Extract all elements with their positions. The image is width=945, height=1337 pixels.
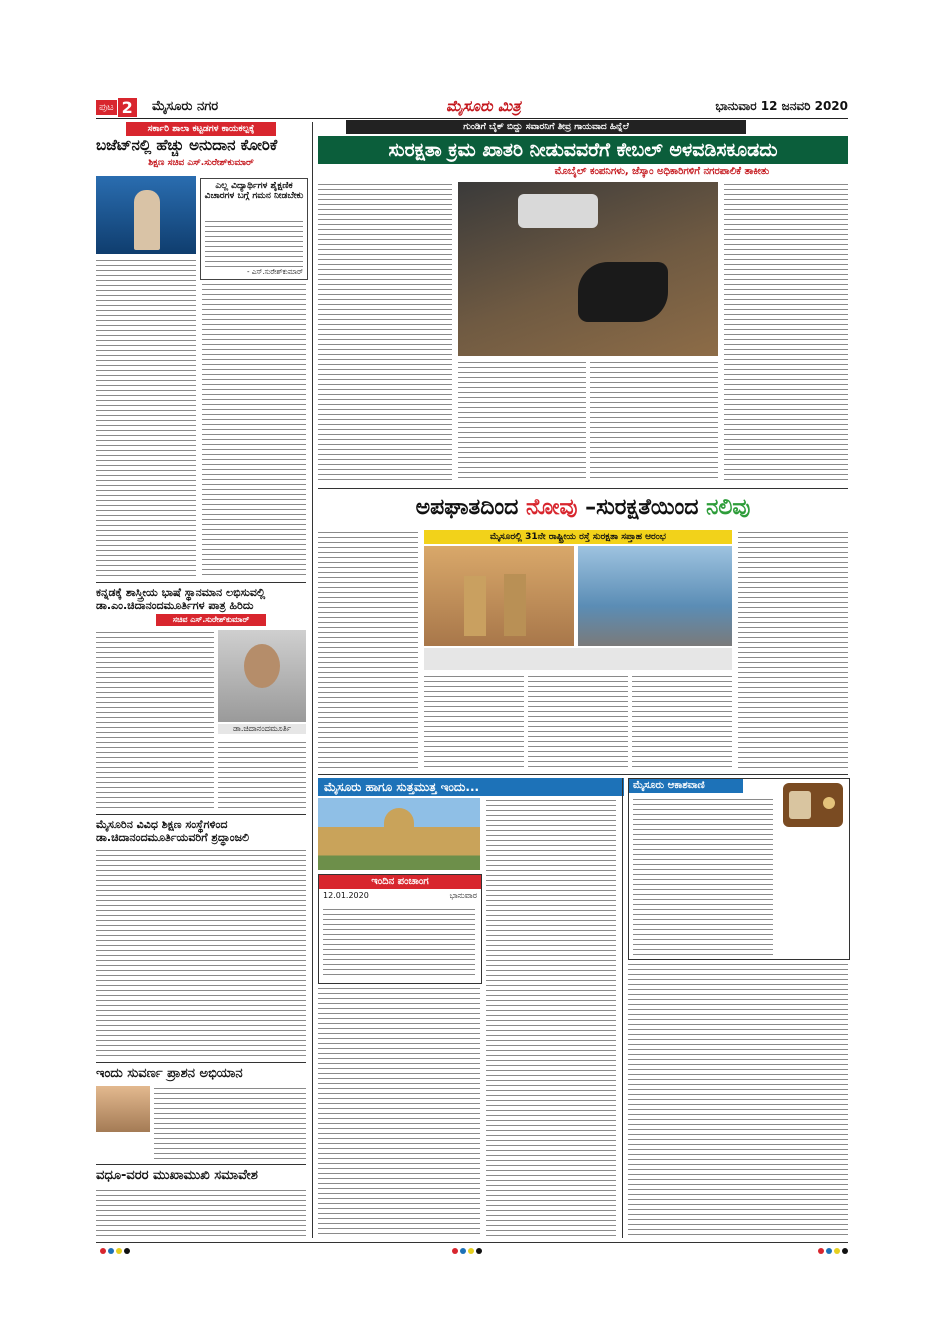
registration-mark (826, 1248, 832, 1254)
registration-mark (818, 1248, 824, 1254)
photo-caption: ಡಾ.ಚಿದಾನಂದಮೂರ್ತಿ (218, 724, 306, 734)
story2-col1 (318, 530, 418, 770)
story2-col3 (528, 674, 628, 770)
left-article-4-body (154, 1086, 306, 1160)
registration-mark (476, 1248, 482, 1254)
left-byline-1: ಶಿಕ್ಷಣ ಸಚಿವ ಎಸ್.ಸುರೇಶ್‌ಕುಮಾರ್ (148, 158, 254, 168)
students-rally-photo (578, 546, 732, 646)
left-headline-3: ಮೈಸೂರಿನ ವಿವಿಧ ಶಿಕ್ಷಣ ಸಂಸ್ಥೆಗಳಿಂದ ಡಾ.ಚಿದಾನಂದಮೂರ್ತಿಯವರಿಗೆ ಶ್ರದ್ಧಾಂಜಲಿ (96, 818, 250, 844)
left-article-5-body (96, 1188, 306, 1238)
road-safety-event-photo (424, 546, 574, 646)
left-article-2-body-b (218, 740, 306, 810)
story2-word2: ನೋವು (526, 495, 578, 520)
today-title: ಮೈಸೂರು ಹಾಗೂ ಸುತ್ತಮುತ್ತ ಇಂದು... (318, 778, 624, 796)
radio-title: ಮೈಸೂರು ಆಕಾಶವಾಣಿ (629, 779, 743, 793)
today-col1 (318, 986, 480, 1238)
registration-mark (100, 1248, 106, 1254)
main-kicker: ಗುಂಡಿಗೆ ಬೈಕ್ ಬಿದ್ದು ಸವಾರನಿಗೆ ತೀವ್ರ ಗಾಯವಾದ ಹಿನ್ನೆಲೆ (346, 120, 746, 134)
left-headline-4: ಇಂದು ಸುವರ್ಣ ಪ್ರಾಶನ ಅಭಿಯಾನ (96, 1066, 243, 1081)
police-figure (464, 576, 486, 636)
portrait-face (244, 644, 280, 688)
story2-headline (318, 492, 848, 524)
story2-photo-banner: ಮೈಸೂರಲ್ಲಿ 31ನೇ ರಾಷ್ಟ್ರೀಯ ರಸ್ತೆ ಸುರಕ್ಷತಾ ಸಪ್ತಾಹ ಆರಂಭ (424, 530, 732, 544)
palace-dome (384, 808, 414, 838)
panchanga-box (318, 874, 482, 984)
story2-word1: ಅಪಘಾತದಿಂದ (415, 495, 519, 520)
main-story-col3 (590, 360, 718, 482)
quote-box (200, 178, 308, 280)
radio-dial (823, 797, 835, 809)
quote-title: ಎಲ್ಲ ವಿದ್ಯಾರ್ಥಿಗಳ ಶೈಕ್ಷಣಿಕ ವಿಚಾರಗಳ ಬಗ್ಗೆ ಗಮನ ನೀಡಬೇಕು (204, 181, 304, 201)
pothole-bike-photo (458, 182, 718, 356)
radio-speaker (789, 791, 811, 819)
left-kicker: ಸರ್ಕಾರಿ ಶಾಲಾ ಕಟ್ಟಡಗಳ ಕಾಯಕಲ್ಪಕ್ಕೆ (126, 122, 276, 136)
left-article-1-col2 (202, 282, 306, 578)
main-subhead: ಮೊಬೈಲ್ ಕಂಪನಿಗಳು, ಜೆಸ್ಕಾಂ ಅಧಿಕಾರಿಗಳಿಗೆ ನಗರಪಾಲಿಕೆ ತಾಕೀತು (554, 166, 770, 177)
registration-mark (842, 1248, 848, 1254)
minister-speech-photo (96, 176, 196, 254)
story2-photo-caption (424, 648, 732, 670)
panchanga-body (323, 907, 475, 977)
left-headline-5: ವಧೂ-ವರರ ಮುಖಾಮುಖಿ ಸಮಾವೇಶ (96, 1168, 258, 1183)
left-article-1-col1 (96, 258, 196, 578)
mysore-palace-photo (318, 798, 480, 870)
story2-col5 (738, 530, 848, 770)
fallen-bike (578, 262, 668, 322)
person-figure (134, 190, 160, 250)
main-headline: ಸುರಕ್ಷತಾ ಕ್ರಮ ಖಾತರಿ ನೀಡುವವರೆಗೆ ಕೇಬಲ್ ಅಳವಡಿಸಕೂಡದು (318, 136, 848, 164)
left-article-3-body (96, 848, 306, 1058)
page-header (96, 96, 848, 119)
radio-box (628, 778, 850, 960)
panchanga-date: 12.01.2020 (323, 891, 369, 900)
left-headline-2: ಕನ್ನಡಕ್ಕೆ ಶಾಸ್ತ್ರೀಯ ಭಾಷೆ ಸ್ಥಾನಮಾನ ಲಭಿಸುವಲ್ಲಿ ಡಾ.ಎಂ.ಚಿದಾನಂದಮೂರ್ತಿಗಳ ಪಾತ್ರ ಹಿರಿದು (96, 586, 266, 612)
story2-col4 (632, 674, 732, 770)
police-figure-2 (504, 574, 526, 636)
story2-word3: –ಸುರಕ್ಷತೆಯಿಂದ (585, 495, 699, 520)
registration-mark (452, 1248, 458, 1254)
left-article-2-body (96, 630, 214, 810)
page-number-box (96, 98, 137, 116)
left-headline-1: ಬಜೆಟ್‌ನಲ್ಲಿ ಹೆಚ್ಚು ಅನುದಾನ ಕೋರಿಕೆ (96, 136, 278, 154)
right-col-body (628, 962, 848, 1238)
left-byline-2: ಸಚಿವ ಎಸ್.ಸುರೇಶ್‌ಕುಮಾರ್ (156, 614, 266, 626)
baby-drops-photo (96, 1086, 150, 1132)
registration-mark (460, 1248, 466, 1254)
page-label: ಪುಟ (96, 100, 117, 115)
radio-schedule (633, 797, 773, 955)
quote-author: - ಎಸ್.ಸುರೇಶ್‌ಕುಮಾರ್ (247, 268, 303, 276)
story2-col2 (424, 674, 524, 770)
page-number: 2 (118, 98, 137, 117)
panchanga-title: ಇಂದಿನ ಪಂಚಾಂಗ (319, 875, 481, 889)
newspaper-page (96, 96, 848, 1241)
panchanga-dateline (319, 889, 481, 903)
today-col2 (486, 798, 616, 1238)
radio-icon (783, 783, 843, 827)
registration-mark (108, 1248, 114, 1254)
registration-mark (834, 1248, 840, 1254)
panchanga-day: ಭಾನುವಾರ (449, 891, 477, 900)
masthead: ಮೈಸೂರು ಮಿತ್ರ (446, 97, 521, 115)
parked-car (518, 194, 598, 228)
main-story-col4 (724, 182, 848, 482)
quote-body (205, 219, 303, 267)
chidanandamurthy-photo (218, 630, 306, 722)
main-story-col2 (458, 360, 586, 482)
registration-mark (468, 1248, 474, 1254)
registration-mark (116, 1248, 122, 1254)
issue-date: ಭಾನುವಾರ 12 ಜನವರಿ 2020 (715, 99, 848, 113)
section-title: ಮೈಸೂರು ನಗರ (152, 99, 219, 114)
story2-word4: ನಲಿವು (706, 495, 751, 520)
main-story-col1 (318, 182, 452, 482)
registration-mark (124, 1248, 130, 1254)
